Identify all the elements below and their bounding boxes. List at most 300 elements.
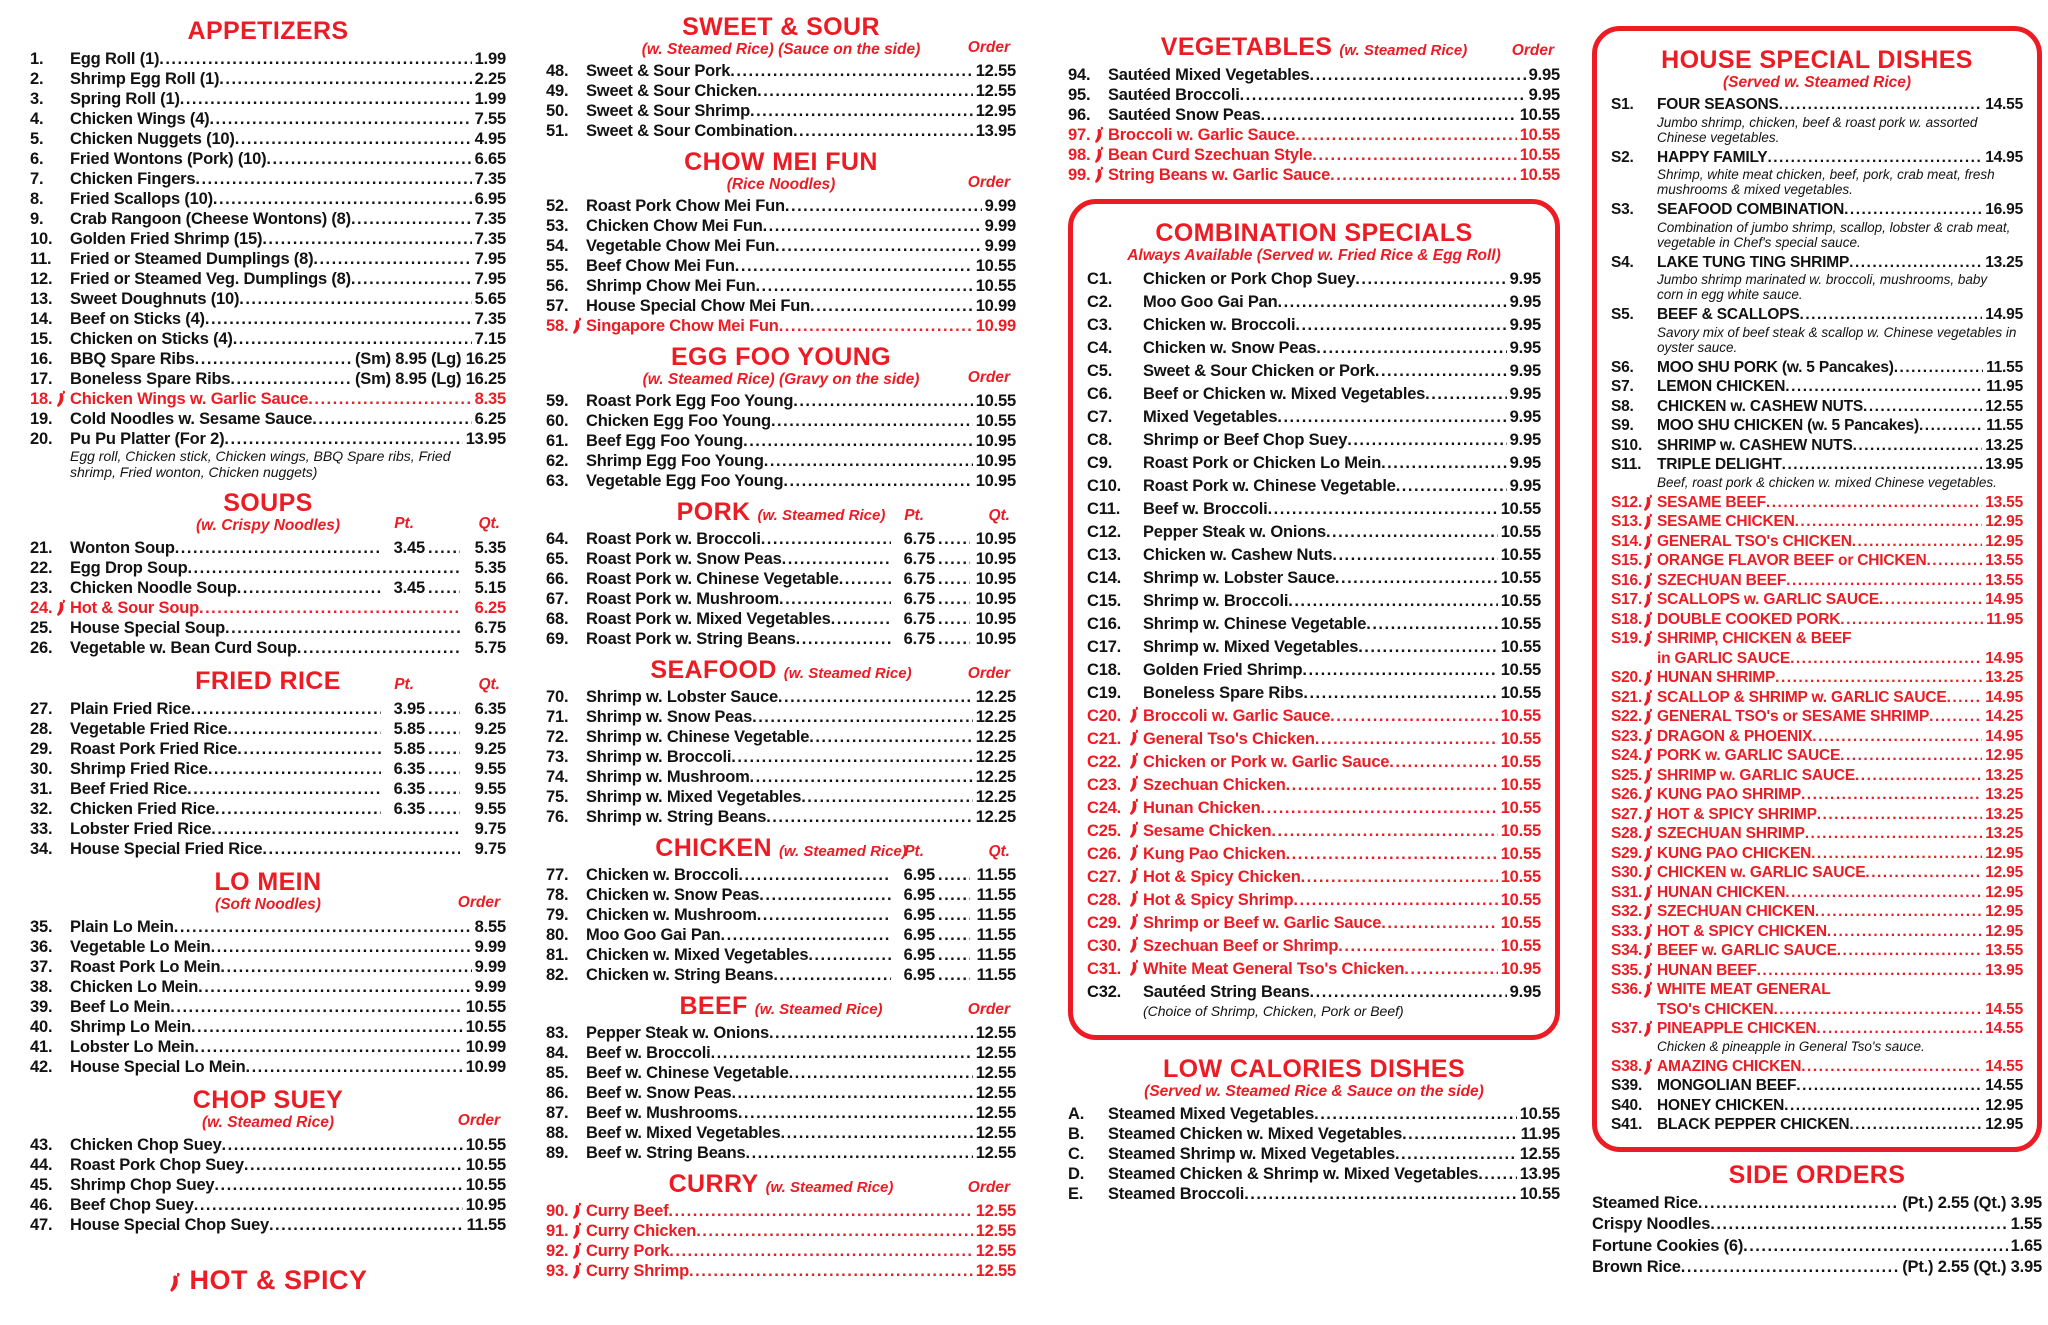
item-number: 60. xyxy=(546,412,569,430)
item-number: 41. xyxy=(30,1038,53,1056)
item-number: 44. xyxy=(30,1156,53,1174)
menu-item xyxy=(1087,728,1541,751)
dot-leader xyxy=(199,598,460,618)
menu-item xyxy=(1068,65,1560,85)
item-number: C20. xyxy=(1087,705,1143,728)
item-price-quart: 11.55 xyxy=(976,906,1016,924)
menu-item xyxy=(546,905,1016,925)
item-name: Boneless Spare Ribs xyxy=(70,370,231,388)
section-fried-rice xyxy=(30,668,506,859)
item-number: C25. xyxy=(1087,820,1143,843)
item-number: S40. xyxy=(1611,1096,1643,1114)
item-name: BEEF w. GARLIC SAUCE xyxy=(1657,942,1837,959)
menu-item xyxy=(1068,1184,1560,1204)
section-lo-mein xyxy=(30,869,506,1077)
dot-leader xyxy=(180,89,472,109)
item-number: C29. xyxy=(1087,912,1143,935)
item-price: 13.25 xyxy=(1985,786,2023,803)
item-number: S31. xyxy=(1611,883,1657,903)
dot-leader xyxy=(1271,820,1497,843)
menu-item xyxy=(546,1241,1016,1261)
section-title: PORK xyxy=(676,498,751,526)
chili-icon xyxy=(1642,942,1655,960)
dot-leader xyxy=(1785,883,1982,903)
dot-leader xyxy=(1812,727,1982,747)
item-number: 77. xyxy=(546,866,569,884)
item-price: 12.55 xyxy=(1985,397,2023,415)
item-name: DRAGON & PHOENIX xyxy=(1657,727,1813,745)
dot-leader xyxy=(775,236,982,256)
dot-leader xyxy=(1268,498,1498,521)
item-name: BLACK PEPPER CHICKEN xyxy=(1657,1116,1850,1133)
menu-item xyxy=(546,885,1016,905)
item-price: 9.99 xyxy=(984,217,1016,235)
section-subtitle: Always Available (Served w. Fried Rice & Egg Roll) xyxy=(1127,247,1501,264)
menu-item xyxy=(1592,1214,2042,1236)
menu-item-continued xyxy=(1611,649,2023,669)
item-name: Chicken w. Mushroom xyxy=(586,906,757,924)
menu-item xyxy=(1068,165,1560,185)
dot-leader xyxy=(1757,961,1983,981)
section-header-fried-rice xyxy=(30,668,506,695)
item-number: S9. xyxy=(1611,417,1634,434)
section-title: CURRY xyxy=(668,1170,759,1198)
item-number: 5. xyxy=(30,130,44,148)
item-name: Beef w. Broccoli xyxy=(1143,500,1268,518)
item-price: 10.55 xyxy=(1519,166,1560,184)
dot-leader xyxy=(1389,751,1497,774)
dot-leader xyxy=(1316,337,1506,360)
menu-item xyxy=(1611,532,2023,552)
item-number: 51. xyxy=(546,122,569,140)
chili-icon xyxy=(1642,864,1655,882)
item-name: Steamed Shrimp w. Mixed Vegetables xyxy=(1108,1144,1395,1163)
item-name: Chicken w. Snow Peas xyxy=(1143,339,1317,357)
item-price: 10.55 xyxy=(1500,799,1541,817)
chili-icon xyxy=(1128,798,1141,816)
dot-leader xyxy=(262,229,471,249)
item-price-quart: 10.95 xyxy=(975,610,1016,628)
section-title: SOUPS xyxy=(223,489,313,517)
menu-item xyxy=(30,819,506,839)
item-price: 9.95 xyxy=(1509,477,1541,495)
item-number: 22. xyxy=(30,559,53,577)
dot-leader xyxy=(425,759,460,779)
dot-leader xyxy=(224,429,462,449)
menu-item xyxy=(30,779,506,799)
chili-icon xyxy=(1642,825,1655,843)
column-label-order: Order xyxy=(457,894,500,911)
dot-leader xyxy=(313,249,471,269)
dot-leader xyxy=(170,997,462,1017)
item-price-quart: 9.55 xyxy=(474,760,506,778)
item-number: 65. xyxy=(546,550,569,568)
item-price: 9.95 xyxy=(1509,385,1541,403)
item-number: 37. xyxy=(30,958,53,976)
menu-item xyxy=(30,1215,506,1235)
item-name: Vegetable Chow Mei Fun xyxy=(586,237,776,255)
item-name: Plain Lo Mein xyxy=(70,918,174,936)
menu-item xyxy=(1611,377,2023,397)
item-price: 10.55 xyxy=(975,257,1016,275)
chili-icon xyxy=(1642,708,1655,726)
dot-leader xyxy=(935,629,970,649)
item-name: SCALLOP & SHRIMP w. GARLIC SAUCE xyxy=(1657,688,1947,706)
dot-leader xyxy=(1326,521,1498,544)
chili-icon xyxy=(1128,959,1141,977)
item-name: Beef on Sticks (4) xyxy=(70,310,205,328)
menu-item xyxy=(30,638,506,658)
chili-icon xyxy=(1128,936,1141,954)
section-subtitle: (Soft Noodles) xyxy=(215,896,321,913)
item-name: Egg Drop Soup xyxy=(70,559,188,577)
section-title: SWEET & SOUR xyxy=(682,13,880,41)
item-name: Beef Fried Rice xyxy=(70,780,188,798)
item-number: 73. xyxy=(546,748,569,766)
dot-leader xyxy=(211,937,472,957)
item-name: PORK w. GARLIC SAUCE xyxy=(1657,747,1841,764)
item-price: 12.95 xyxy=(1985,864,2023,881)
item-price: 13.95 xyxy=(465,430,506,448)
item-name: Vegetable Fried Rice xyxy=(70,720,228,738)
item-name: House Special Fried Rice xyxy=(70,840,263,858)
item-price: (Pt.) 2.55 (Qt.) 3.95 xyxy=(1902,1193,2042,1212)
chili-icon xyxy=(1128,913,1141,931)
item-name: Shrimp Lo Mein xyxy=(70,1018,191,1036)
dot-leader xyxy=(1366,613,1497,636)
item-number: 7. xyxy=(30,170,44,188)
item-number: 39. xyxy=(30,998,53,1016)
dot-leader xyxy=(1853,436,1983,456)
menu-item xyxy=(546,925,1016,945)
item-number: 98. xyxy=(1068,145,1108,165)
dot-leader xyxy=(239,289,471,309)
item-name: CHICKEN w. GARLIC SAUCE xyxy=(1657,864,1866,881)
item-name: TRIPLE DELIGHT xyxy=(1657,456,1782,473)
dot-leader xyxy=(1710,1214,2007,1236)
item-name: MONGOLIAN BEEF xyxy=(1657,1077,1797,1094)
item-name: Beef Chow Mei Fun xyxy=(586,257,735,275)
item-number: 40. xyxy=(30,1018,53,1036)
menu-item xyxy=(30,799,506,819)
section-items xyxy=(546,1201,1016,1281)
item-price-quart: 11.55 xyxy=(976,926,1016,944)
item-name: Chicken Egg Foo Young xyxy=(586,412,771,430)
menu-item xyxy=(1087,912,1541,935)
menu-item xyxy=(546,1123,1016,1143)
menu-item xyxy=(1611,844,2023,864)
dot-leader xyxy=(1293,889,1497,912)
menu-item xyxy=(546,529,1016,549)
menu-item xyxy=(546,101,1016,121)
dot-leader xyxy=(233,329,472,349)
item-name: Chicken w. Mixed Vegetables xyxy=(586,946,809,964)
item-price: 12.55 xyxy=(975,1124,1016,1142)
item-number: S10. xyxy=(1611,436,1643,454)
section-header-sweet-sour xyxy=(546,14,1016,58)
section-serving-note: (w. Steamed Rice) xyxy=(1339,42,1468,59)
item-name: SHRIMP w. GARLIC SAUCE xyxy=(1657,766,1855,784)
dot-leader xyxy=(935,905,970,925)
menu-item xyxy=(1087,383,1541,406)
item-price: 9.95 xyxy=(1509,316,1541,334)
item-price: 10.55 xyxy=(1500,891,1541,909)
dot-leader xyxy=(1261,105,1517,125)
item-name: Shrimp w. Mixed Vegetables xyxy=(586,788,802,806)
item-number: 50. xyxy=(546,102,569,120)
section-seafood xyxy=(546,657,1016,827)
menu-item xyxy=(1087,866,1541,889)
column-label-order: Order xyxy=(967,1001,1010,1018)
item-price-pint: 6.75 xyxy=(903,610,935,628)
item-number: S25. xyxy=(1611,766,1657,786)
item-price: 10.55 xyxy=(1500,546,1541,564)
dot-leader xyxy=(1698,1193,1899,1215)
item-name: Shrimp Fried Rice xyxy=(70,760,208,778)
item-price: 10.55 xyxy=(1519,126,1560,144)
section-chop-suey xyxy=(30,1087,506,1235)
dot-leader xyxy=(1375,360,1507,383)
dot-leader xyxy=(1330,165,1517,185)
section-header-lo-mein xyxy=(30,869,506,913)
dot-leader xyxy=(731,747,972,767)
menu-item xyxy=(1068,145,1560,165)
chili-icon xyxy=(1642,767,1655,785)
item-price: 13.95 xyxy=(1519,1164,1560,1183)
item-price-quart: 10.95 xyxy=(975,530,1016,548)
menu-item xyxy=(546,569,1016,589)
item-number: 69. xyxy=(546,630,569,648)
item-name: Egg Roll (1) xyxy=(70,50,160,68)
item-price: 7.55 xyxy=(474,110,506,128)
item-number: B. xyxy=(1068,1124,1085,1143)
dot-leader xyxy=(1865,863,1982,883)
item-name: Chicken on Sticks (4) xyxy=(70,330,233,348)
item-number: S27. xyxy=(1611,805,1657,825)
menu-item xyxy=(1087,567,1541,590)
dot-leader xyxy=(1795,512,1983,532)
item-price: 10.99 xyxy=(465,1058,506,1076)
item-price: 7.35 xyxy=(474,170,506,188)
menu-item xyxy=(1087,820,1541,843)
section-vegetables xyxy=(1068,34,1560,185)
menu-item xyxy=(30,739,506,759)
dot-leader xyxy=(425,739,460,759)
dot-leader xyxy=(1244,1184,1517,1204)
section-serving-note: (w. Steamed Rice) xyxy=(765,1179,894,1196)
menu-item xyxy=(30,1037,506,1057)
column-label-quart: Qt. xyxy=(988,843,1010,860)
item-price: 7.35 xyxy=(474,230,506,248)
item-number: 36. xyxy=(30,938,53,956)
item-name: Sautéed String Beans xyxy=(1143,983,1310,1001)
item-number: 2. xyxy=(30,70,44,88)
item-price-pint: 6.75 xyxy=(903,550,935,568)
item-number: 23. xyxy=(30,579,53,597)
dot-leader xyxy=(1785,377,1983,397)
item-name: HUNAN CHICKEN xyxy=(1657,883,1786,901)
dot-leader xyxy=(222,1135,463,1155)
item-name: Chicken Lo Mein xyxy=(70,978,199,996)
item-price: 9.95 xyxy=(1509,270,1541,288)
menu-item xyxy=(1611,253,2023,273)
section-title: LO MEIN xyxy=(214,868,322,896)
item-price: 9.99 xyxy=(474,958,506,976)
menu-item xyxy=(1087,843,1541,866)
dot-leader xyxy=(759,885,891,905)
dot-leader xyxy=(808,945,891,965)
item-name: Fried Scallops (10) xyxy=(70,190,213,208)
dot-leader xyxy=(266,149,471,169)
chili-icon xyxy=(1642,981,1655,999)
item-price: 9.95 xyxy=(1528,86,1560,104)
item-number: S32. xyxy=(1611,902,1657,922)
section-subtitle: (Served w. Steamed Rice & Sauce on the side) xyxy=(1144,1082,1484,1100)
menu-item xyxy=(1087,498,1541,521)
item-name: CHICKEN w. CASHEW NUTS xyxy=(1657,397,1864,415)
dot-leader xyxy=(1332,544,1497,567)
item-description: Jumbo shrimp, chicken, beef & roast pork w. assorted Chinese vegetables. xyxy=(1657,114,1978,145)
section-items xyxy=(30,49,506,480)
item-name: Beef w. Chinese Vegetable xyxy=(586,1064,789,1082)
menu-item xyxy=(546,236,1016,256)
chili-icon xyxy=(1642,962,1655,980)
dot-leader xyxy=(175,538,381,558)
chili-icon xyxy=(1642,552,1655,570)
dot-leader xyxy=(1310,981,1507,1004)
menu-item xyxy=(546,787,1016,807)
item-name: House Special Lo Mein xyxy=(70,1058,246,1076)
item-price-pint: 6.35 xyxy=(393,780,425,798)
item-price: 14.55 xyxy=(1985,1077,2023,1094)
item-price: 10.95 xyxy=(1500,960,1541,978)
item-number: 13. xyxy=(30,290,53,308)
item-price: 10.99 xyxy=(975,317,1016,335)
menu-item xyxy=(1068,1144,1560,1164)
item-name: Shrimp w. Lobster Sauce xyxy=(586,688,778,706)
item-name: Shrimp w. Broccoli xyxy=(1143,592,1289,610)
menu-item xyxy=(30,839,506,859)
item-number: S26. xyxy=(1611,785,1657,805)
item-name: Shrimp w. Chinese Vegetable xyxy=(1143,615,1367,633)
dot-leader xyxy=(1358,636,1498,659)
menu-item xyxy=(546,945,1016,965)
item-name: Fortune Cookies (6) xyxy=(1592,1236,1744,1255)
chili-icon xyxy=(1642,786,1655,804)
dot-leader xyxy=(1817,805,1982,825)
item-name: FOUR SEASONS xyxy=(1657,96,1779,113)
item-number: 61. xyxy=(546,432,569,450)
item-price: 10.99 xyxy=(975,297,1016,315)
dot-leader xyxy=(778,687,973,707)
item-number: 54. xyxy=(546,237,569,255)
menu-item xyxy=(546,451,1016,471)
item-name: Chicken Chop Suey xyxy=(70,1136,222,1154)
item-name: Crab Rangoon (Cheese Wontons) (8) xyxy=(70,210,351,228)
menu-item xyxy=(30,578,506,598)
menu-item xyxy=(546,1023,1016,1043)
item-number: C16. xyxy=(1087,615,1122,633)
item-price: 12.55 xyxy=(1519,1144,1560,1163)
menu-item xyxy=(1611,883,2023,903)
menu-item xyxy=(1087,797,1541,820)
item-name: SHRIMP w. CASHEW NUTS xyxy=(1657,436,1853,454)
menu-item xyxy=(1068,1104,1560,1124)
dot-leader xyxy=(696,1221,973,1241)
item-price: 13.95 xyxy=(1985,456,2023,473)
dot-leader xyxy=(237,578,381,598)
item-name: Chicken or Pork w. Garlic Sauce xyxy=(1143,753,1390,771)
menu-item xyxy=(546,81,1016,101)
dot-leader xyxy=(1837,941,1982,961)
chili-icon xyxy=(1128,821,1141,839)
menu-item xyxy=(546,1201,1016,1221)
item-number: 62. xyxy=(546,452,569,470)
item-description: Shrimp, white meat chicken, beef, pork, crab meat, fresh mushrooms & mixed vegetables. xyxy=(1657,167,1995,197)
dot-leader xyxy=(1947,688,1983,708)
item-number: 35. xyxy=(30,918,53,936)
menu-item xyxy=(546,965,1016,985)
menu-item xyxy=(1611,746,2023,766)
dot-leader xyxy=(269,1215,464,1235)
item-name: Singapore Chow Mei Fun xyxy=(586,317,779,335)
dot-leader xyxy=(235,129,472,149)
item-name: Beef or Chicken w. Mixed Vegetables xyxy=(1143,385,1426,403)
dot-leader xyxy=(746,1143,973,1163)
item-description: (Choice of Shrimp, Chicken, Pork or Beef) xyxy=(1143,1003,1404,1019)
item-price: 10.55 xyxy=(1500,569,1541,587)
item-number: C31. xyxy=(1087,958,1143,981)
column-label-pint: Pt. xyxy=(394,515,414,532)
menu-item xyxy=(1611,707,2023,727)
dot-leader xyxy=(731,1083,972,1103)
menu-item xyxy=(30,977,506,997)
menu-item xyxy=(1611,922,2023,942)
menu-item xyxy=(30,309,506,329)
menu-item xyxy=(546,747,1016,767)
section-title: APPETIZERS xyxy=(187,17,349,45)
dot-leader xyxy=(668,1201,972,1221)
item-price: 12.95 xyxy=(1985,532,2023,550)
dot-leader xyxy=(1919,416,1983,436)
dot-leader xyxy=(1395,1144,1517,1164)
dot-leader xyxy=(312,409,471,429)
section-header-egg-foo-young xyxy=(546,344,1016,388)
item-price: (Pt.) 2.55 (Qt.) 3.95 xyxy=(1902,1258,2042,1276)
chili-icon xyxy=(55,390,68,408)
section-items xyxy=(30,699,506,859)
dot-leader xyxy=(1295,125,1517,145)
item-description: Chicken & pineapple in General Tso's sauce. xyxy=(1657,1038,1925,1054)
item-number: 97. xyxy=(1068,125,1108,145)
item-name: Steamed Rice xyxy=(1592,1193,1698,1212)
item-number: 16. xyxy=(30,350,53,368)
dot-leader xyxy=(159,49,471,69)
item-price: 9.95 xyxy=(1509,983,1541,1001)
item-name: Plain Fried Rice xyxy=(70,700,191,718)
item-price: 13.95 xyxy=(975,122,1016,140)
item-price: 12.25 xyxy=(975,748,1016,766)
item-name: Beef w. Mixed Vegetables xyxy=(586,1124,781,1142)
dot-leader xyxy=(1827,922,1982,942)
dot-leader xyxy=(1302,659,1497,682)
dot-leader xyxy=(1774,1000,1983,1020)
menu-item xyxy=(1611,1076,2023,1096)
item-name: Shrimp or Beef Chop Suey xyxy=(1143,431,1348,449)
item-number: S39. xyxy=(1611,1077,1643,1094)
chili-icon xyxy=(1642,845,1655,863)
section-subtitle: (Served w. Steamed Rice) xyxy=(1722,74,1912,91)
